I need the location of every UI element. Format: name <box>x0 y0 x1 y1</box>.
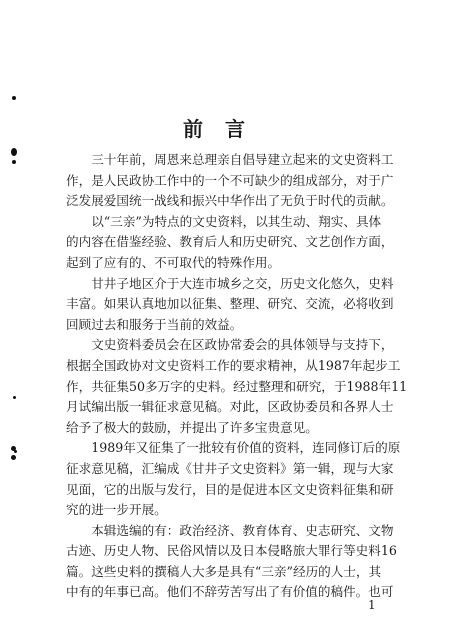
left-margin-mark <box>13 396 16 399</box>
left-margin-mark <box>11 148 17 156</box>
text-line: 回顾过去和服务于当前的效益。 <box>66 316 243 332</box>
page-number: 1 <box>368 598 376 612</box>
text-line: 的内容在借鉴经验、教育后人和历史研究、文艺创作方面， <box>66 234 394 250</box>
text-line: 古迹、历史人物、民俗风情以及日本侵略旅大罪行等史料16 <box>66 543 397 559</box>
text-line: 究的进一步开展。 <box>66 502 167 518</box>
text-line: 丰富。如果认真地加以征集、整理、研究、交流，必将收到 <box>66 296 394 312</box>
text-line: 篇。这些史料的撰稿人大多是具有“三亲”经历的人士，其 <box>66 563 382 579</box>
preface-body <box>66 150 411 603</box>
text-line: 三十年前，周恩来总理亲自倡导建立起来的文史资料工 <box>66 152 394 167</box>
paragraph <box>66 212 411 274</box>
text-line: 泛发展爱国统一战线和振兴中华作出了无负于时代的贡献。 <box>66 193 394 209</box>
text-line: 中有的年事已高。他们不辞劳苦写出了有价值的稿件。也可 <box>66 584 394 600</box>
text-line: 见面，它的出版与发行，目的是促进本区文史资料征集和研 <box>66 481 394 497</box>
text-line: 给予了极大的鼓励，并提出了许多宝贵意见。 <box>66 419 318 435</box>
text-line: 根据全国政协对文史资料工作的要求精神，从1987年起步工 <box>66 357 401 373</box>
paragraph <box>66 335 411 438</box>
paragraph <box>66 438 411 520</box>
paragraph <box>66 150 411 212</box>
text-line: 征求意见稿，汇编成《甘井子文史资料》第一辑，现与大家 <box>66 460 394 476</box>
paragraph <box>66 521 411 603</box>
paragraph <box>66 274 411 336</box>
text-line: 作，是人民政协工作中的一个不可缺少的组成部分，对于广 <box>66 172 394 188</box>
text-line: 文史资料委员会在区政协常委会的具体领导与支持下， <box>66 337 394 353</box>
left-margin-mark <box>11 455 16 460</box>
page-title: 前言 <box>183 117 267 141</box>
left-margin-mark <box>12 160 16 164</box>
left-margin-mark <box>14 450 17 453</box>
text-line: 1989年又征集了一批较有价值的资料，连同修订后的原 <box>66 440 401 456</box>
text-line: 甘井子地区介于大连市城乡之交，历史文化悠久，史料 <box>66 275 394 291</box>
text-line: 本辑选编的有：政治经济、教育体育、史志研究、文物 <box>66 522 394 538</box>
text-line: 起到了应有的、不可取代的特殊作用。 <box>66 254 281 270</box>
text-line: 作，共征集50多万字的史料。经过整理和研究，于1988年11 <box>66 378 408 394</box>
text-line: 月试编出版一辑征求意见稿。对此，区政协委员和各界人士 <box>66 399 394 415</box>
text-line: 以“三亲”为特点的文史资料，以其生动、翔实、具体 <box>66 213 382 229</box>
left-margin-mark <box>12 96 16 100</box>
